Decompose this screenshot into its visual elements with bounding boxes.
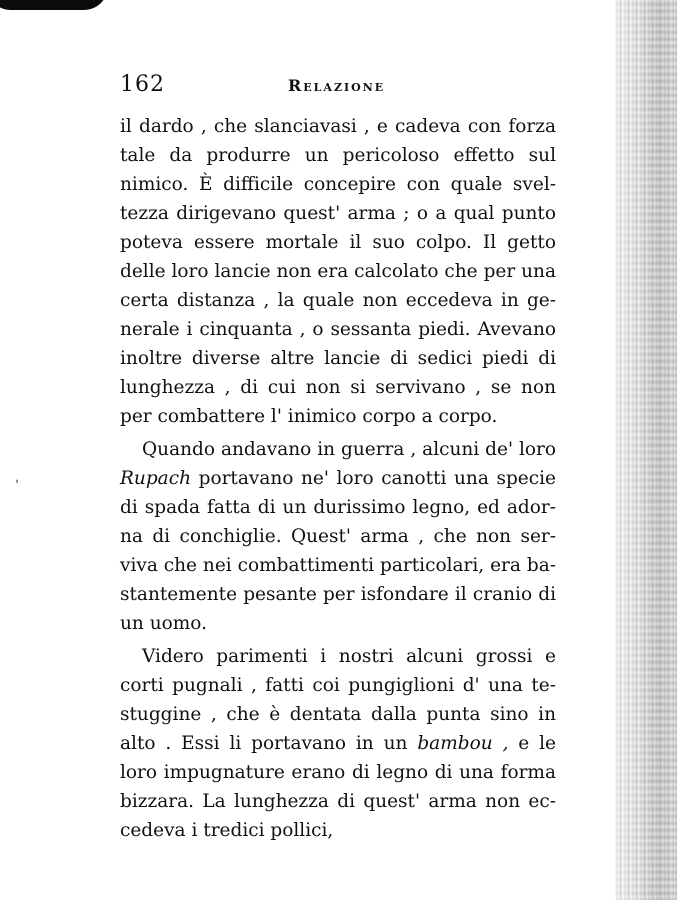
text-line: poteva essere mortale il suo colpo. Il getto xyxy=(120,232,556,253)
running-head xyxy=(120,72,560,102)
text-line xyxy=(120,729,556,758)
text-line: di spada fatta di un durissimo legno, ed ador- xyxy=(120,497,556,518)
italic-term: Rupach xyxy=(120,468,191,489)
text-line: nerale i cinquanta , o sessanta piedi. Avevano xyxy=(120,319,556,340)
text-line: cedeva i tredici pollici, xyxy=(120,820,334,841)
text-span: alto . Essi li portavano in un xyxy=(120,733,418,754)
text-line: bizzara. La lunghezza di quest' arma non ec- xyxy=(120,791,556,812)
text-line: nimico. È difficile concepire con quale svel- xyxy=(120,174,556,195)
text-line: loro impugnature erano di legno di una forma xyxy=(120,762,556,783)
stray-mark: ʼ xyxy=(13,477,24,495)
text-line: un uomo. xyxy=(120,613,207,634)
text-line: lunghezza , di cui non si servivano , se non xyxy=(120,377,556,398)
text-line: Quando andavano in guerra , alcuni de' loro xyxy=(142,439,556,460)
text-line: stantemente pesante per isfondare il cranio di xyxy=(120,584,556,605)
running-title: Relazione xyxy=(288,76,386,95)
text-line: certa distanza , la quale non eccedeva in ge- xyxy=(120,290,556,311)
paragraph xyxy=(120,642,556,845)
text-line: viva che nei combattimenti particolari, era ba- xyxy=(120,555,556,576)
text-line: il dardo , che slanciavasi , e cadeva con forza xyxy=(120,116,556,137)
text-line: tezza dirigevano quest' arma ; o a qual punto xyxy=(120,203,556,224)
text-line: na di conchiglie. Quest' arma , che non ser- xyxy=(120,526,556,547)
text-span: e le xyxy=(508,733,556,754)
text-line: delle loro lancie non era calcolato che per una xyxy=(120,261,556,282)
page-number: 162 xyxy=(120,72,165,97)
text-line: stuggine , che è dentata dalla punta sino in xyxy=(120,704,556,725)
text-line: tale da produrre un pericoloso effetto sul xyxy=(120,145,556,166)
ink-blot-corner xyxy=(0,0,108,10)
text-line: inoltre diverse altre lancie di sedici piedi di xyxy=(120,348,556,369)
text-line: corti pugnali , fatti coi pungiglioni d' una te- xyxy=(120,675,556,696)
text-span: portavano ne' loro canotti una specie xyxy=(191,468,556,489)
text-line xyxy=(120,464,556,493)
text-line: per combattere l' inimico corpo a corpo. xyxy=(120,406,498,427)
italic-term: bambou , xyxy=(417,733,509,754)
paragraph xyxy=(120,435,556,638)
page-edge-shadow xyxy=(615,0,677,900)
body-text xyxy=(120,112,556,845)
text-line: Videro parimenti i nostri alcuni grossi e xyxy=(142,646,556,667)
paragraph xyxy=(120,112,556,431)
